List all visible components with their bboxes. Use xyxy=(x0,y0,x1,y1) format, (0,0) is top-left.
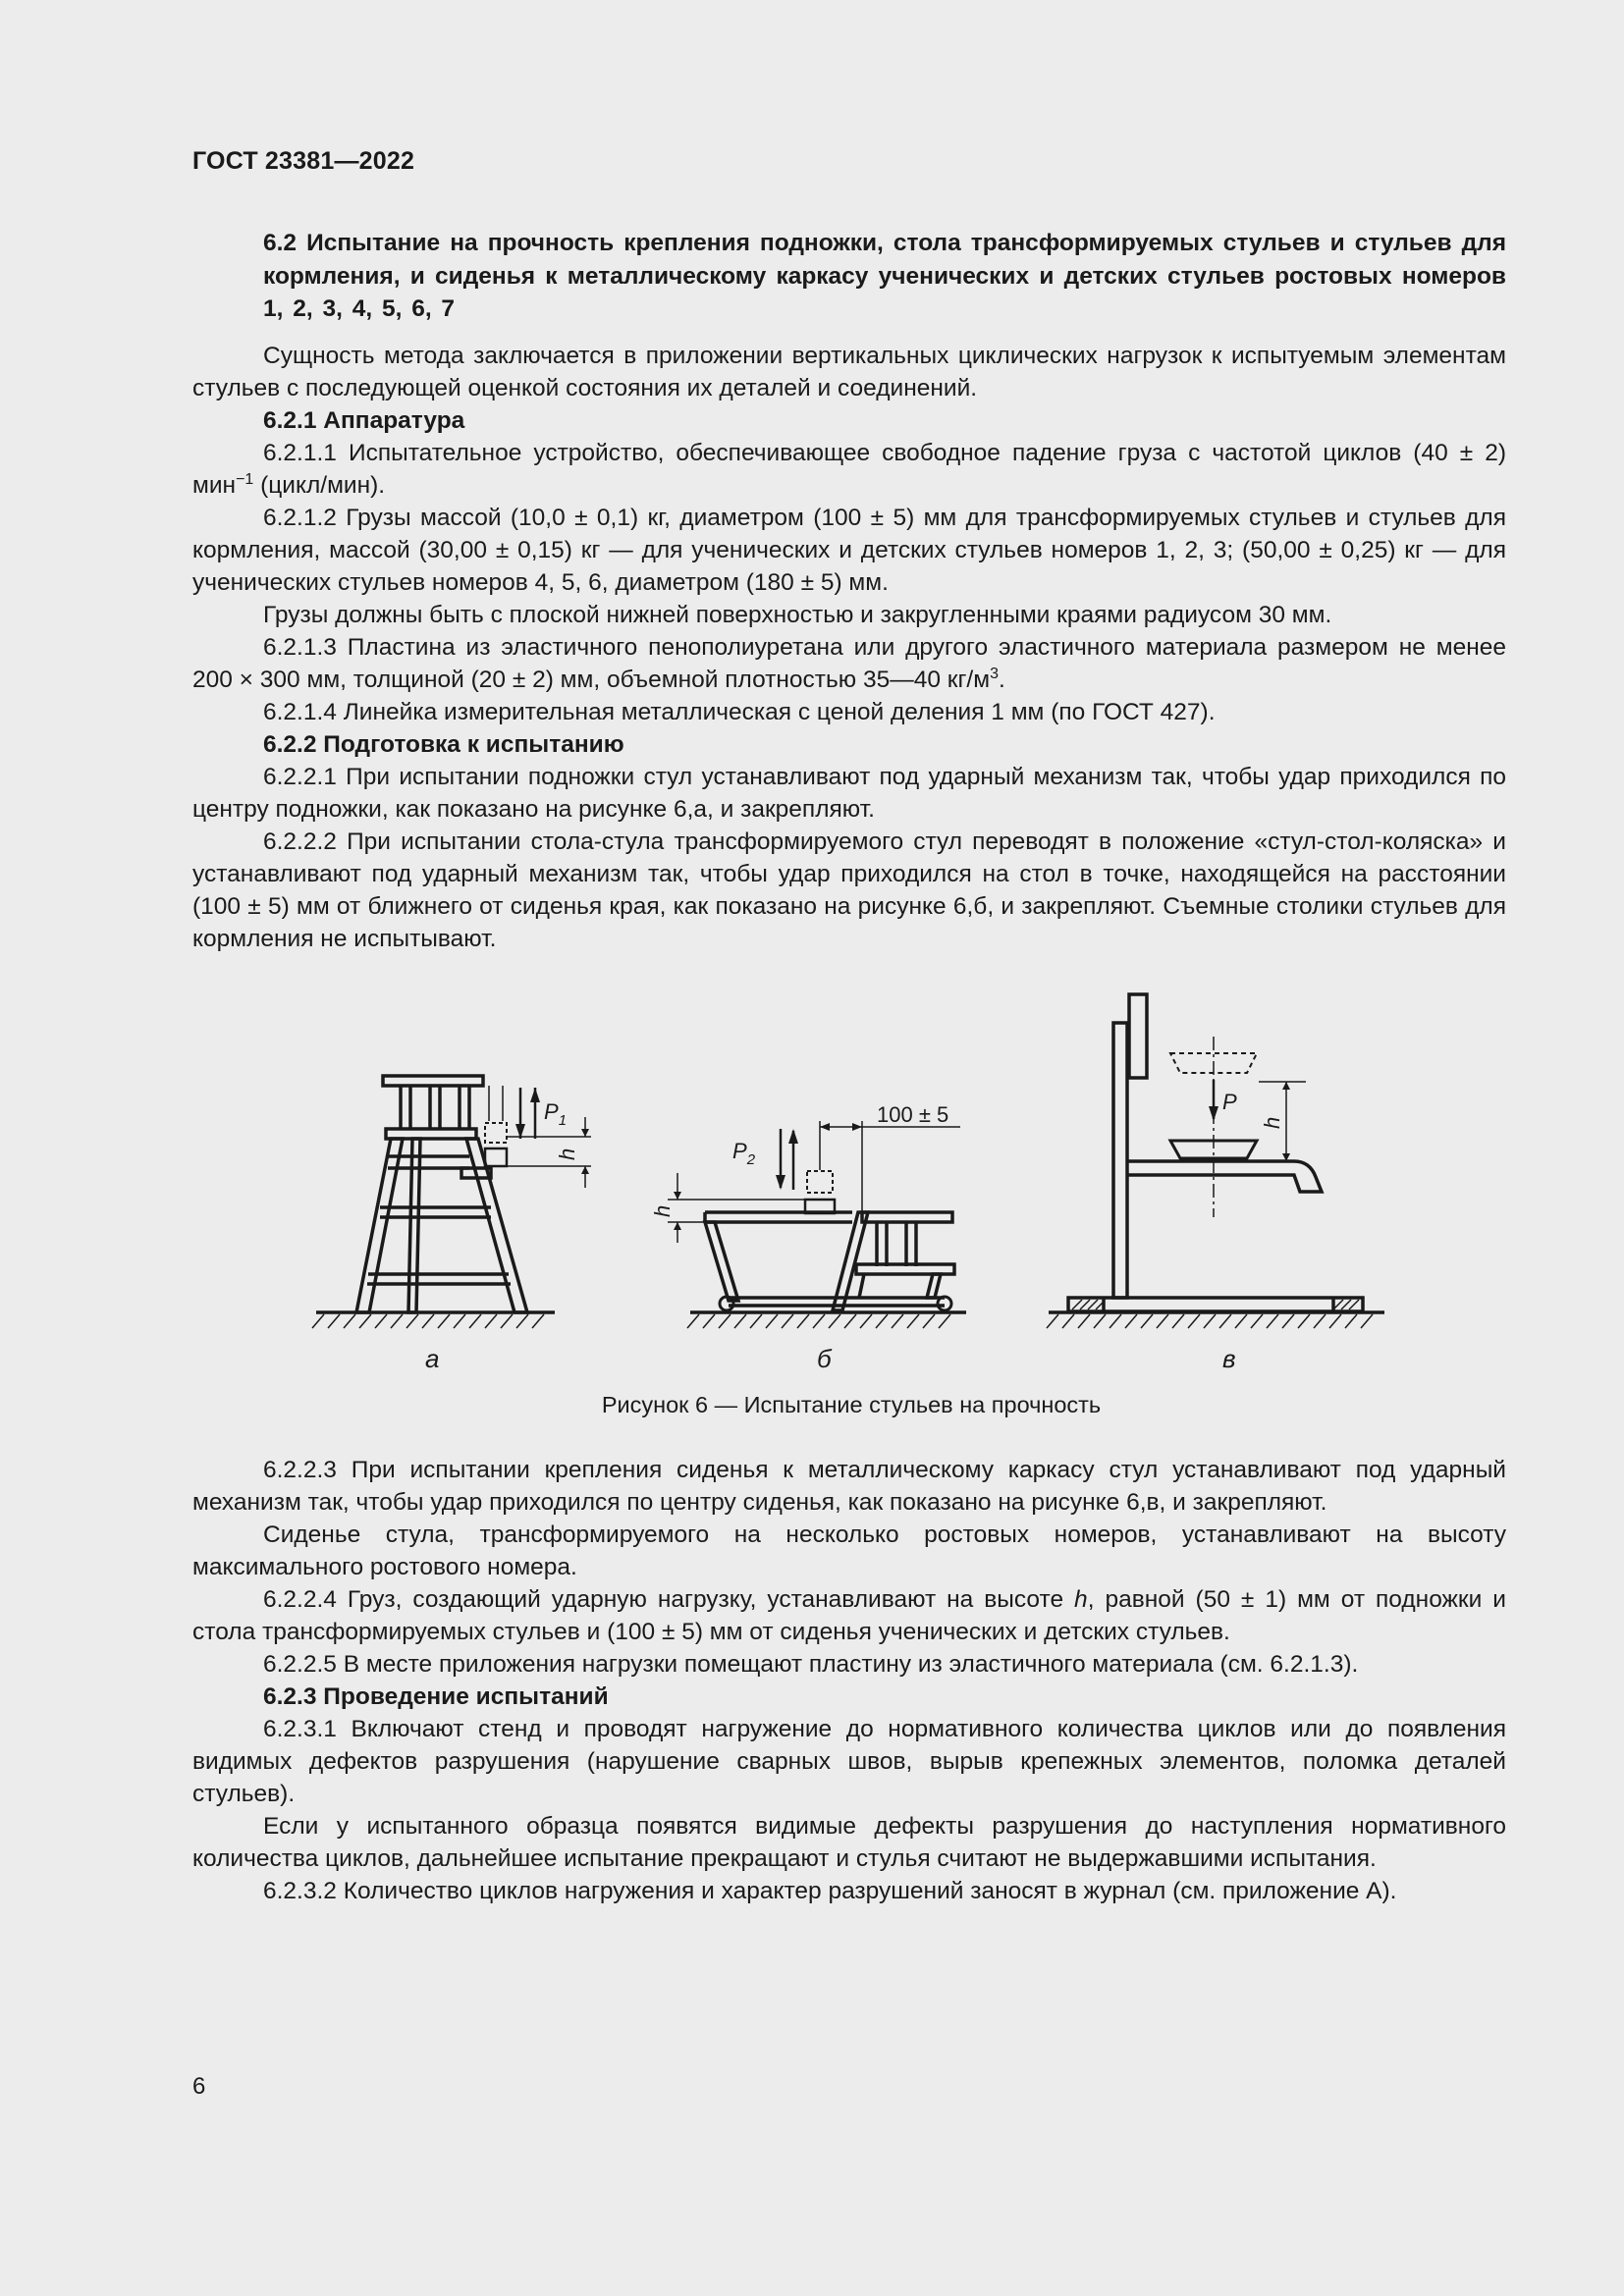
label-p2: $P_2$ xyxy=(732,1139,756,1168)
label-h-v: h xyxy=(1260,1116,1284,1129)
document-id: ГОСТ 23381—2022 xyxy=(192,147,415,175)
section-title: 6.2 Испытание на прочность крепления подножки, стола трансформируемых стульев и стульев для кормления, и сиденья к металлическому каркасу ученических и детских стульев ростовых номеров 1, 2, 3, 4, 5, 6, 7 xyxy=(263,230,1506,322)
paragraph-6211 xyxy=(192,437,1506,502)
paragraph-6211-text: 6.2.1.1 Испытательное устройство, обеспечивающее свободное падение груза с частотой циклов (40 ± 2) мин xyxy=(192,439,1506,499)
section-text-bottom xyxy=(192,1454,1506,1907)
subsection-heading-623: 6.2.3 Проведение испытаний xyxy=(263,1683,609,1710)
paragraph-6224-text: 6.2.2.4 Груз, создающий ударную нагрузку, устанавливают на высоте xyxy=(263,1586,1075,1613)
label-p: P xyxy=(1222,1090,1237,1114)
paragraph-defects: Если у испытанного образца появятся видимые дефекты разрушения до наступления нормативного количества циклов, дальнейшее испытание прекращают и стулья считают не выдержавшими испытания. xyxy=(192,1813,1506,1872)
figure-6-diagram xyxy=(295,982,1394,1394)
figure-b-chair-table xyxy=(668,1121,966,1328)
paragraph-6213-text: 6.2.1.3 Пластина из эластичного пенополиуретана или другого эластичного материала размером не менее 200 × 300 мм, толщиной (20 ± 2) мм, объемной плотностью 35—40 кг/м xyxy=(192,633,1506,693)
paragraph-6224 xyxy=(192,1583,1506,1648)
figure-caption: Рисунок 6 — Испытание стульев на прочность xyxy=(601,1392,1102,1417)
label-h-b: h xyxy=(650,1204,675,1217)
paragraph-6211-tail: (цикл/мин). xyxy=(253,471,386,499)
paragraph-6213-sup: 3 xyxy=(990,665,999,682)
paragraph-seat: Сиденье стула, трансформируемого на несколько ростовых номеров, устанавливают на высоту максимального ростового номера. xyxy=(192,1522,1506,1580)
paragraph-6225: 6.2.2.5 В месте приложения нагрузки помещают пластину из эластичного материала (см. 6.2.1.3). xyxy=(263,1651,1359,1678)
paragraph-6214: 6.2.1.4 Линейка измерительная металлическая с ценой деления 1 мм (по ГОСТ 427). xyxy=(263,698,1216,725)
paragraph-6232: 6.2.3.2 Количество циклов нагружения и характер разрушений заносят в журнал (см. приложение А). xyxy=(263,1878,1397,1904)
subfigure-label-b: б xyxy=(817,1344,832,1373)
paragraph-6222: 6.2.2.2 При испытании стола-стула трансформируемого стул переводят в положение «стул-стол-коляска» и устанавливают под ударный механизм так, чтобы удар приходился на стол в точке, находящейся на расстоянии (100 ± 5) мм от ближнего от сиденья края, как показано на рисунке 6,б, и закрепляют. Съемные столики стульев для кормления не испытывают. xyxy=(192,828,1506,952)
subsection-heading-621: 6.2.1 Аппаратура xyxy=(263,406,465,434)
paragraph-6212: 6.2.1.2 Грузы массой (10,0 ± 0,1) кг, диаметром (100 ± 5) мм для трансформируемых стульев и стульев для кормления, массой (30,00 ± 0,15) кг — для ученических и детских стульев номеров 1, 2, 3; (50,00 ± 0,25) кг — для ученических стульев номеров 4, 5, 6, диаметром (180 ± 5) мм. xyxy=(192,504,1506,596)
paragraph-6211-sup: −1 xyxy=(236,470,254,488)
paragraph-intro: Сущность метода заключается в приложении вертикальных циклических нагрузок к испытуемым элементам стульев с последующей оценкой состояния их деталей и соединений. xyxy=(192,342,1506,401)
subfigure-label-a: а xyxy=(425,1344,440,1373)
paragraph-6213 xyxy=(192,631,1506,696)
label-p1: $P_1$ xyxy=(544,1099,568,1129)
section-text-top xyxy=(192,227,1506,955)
paragraph-6224-tail: , равной (50 ± 1) мм от подножки и стола трансформируемых стульев и (100 ± 5) мм от сиденья ученических и детских стульев. xyxy=(192,1586,1506,1645)
subsection-heading-622: 6.2.2 Подготовка к испытанию xyxy=(263,730,624,758)
subfigure-label-v: в xyxy=(1222,1344,1236,1373)
paragraph-6213-tail: . xyxy=(998,666,1005,693)
paragraph-6224-h: h xyxy=(1074,1586,1088,1613)
paragraph-6221: 6.2.2.1 При испытании подножки стул устанавливают под ударный механизм так, чтобы удар приходился по центру подножки, как показано на рисунке 6,а, и закрепляют. xyxy=(192,763,1506,823)
figure-v-school-chair xyxy=(1047,994,1384,1328)
paragraph-6231: 6.2.3.1 Включают стенд и проводят нагружение до нормативного количества циклов или до появления видимых дефектов разрушения (нарушение сварных швов, вырыв крепежных элементов, поломка деталей стульев). xyxy=(192,1716,1506,1807)
label-h-a: h xyxy=(555,1148,579,1160)
label-dim-100: 100 ± 5 xyxy=(877,1102,949,1127)
paragraph-6223: 6.2.2.3 При испытании крепления сиденья к металлическому каркасу стул устанавливают под ударный механизм так, чтобы удар приходился по центру сиденья, как показано на рисунке 6,в, и закрепляют. xyxy=(192,1457,1506,1516)
paragraph-loads: Грузы должны быть с плоской нижней поверхностью и закругленными краями радиусом 30 мм. xyxy=(263,601,1332,628)
page-number: 6 xyxy=(192,2073,206,2100)
